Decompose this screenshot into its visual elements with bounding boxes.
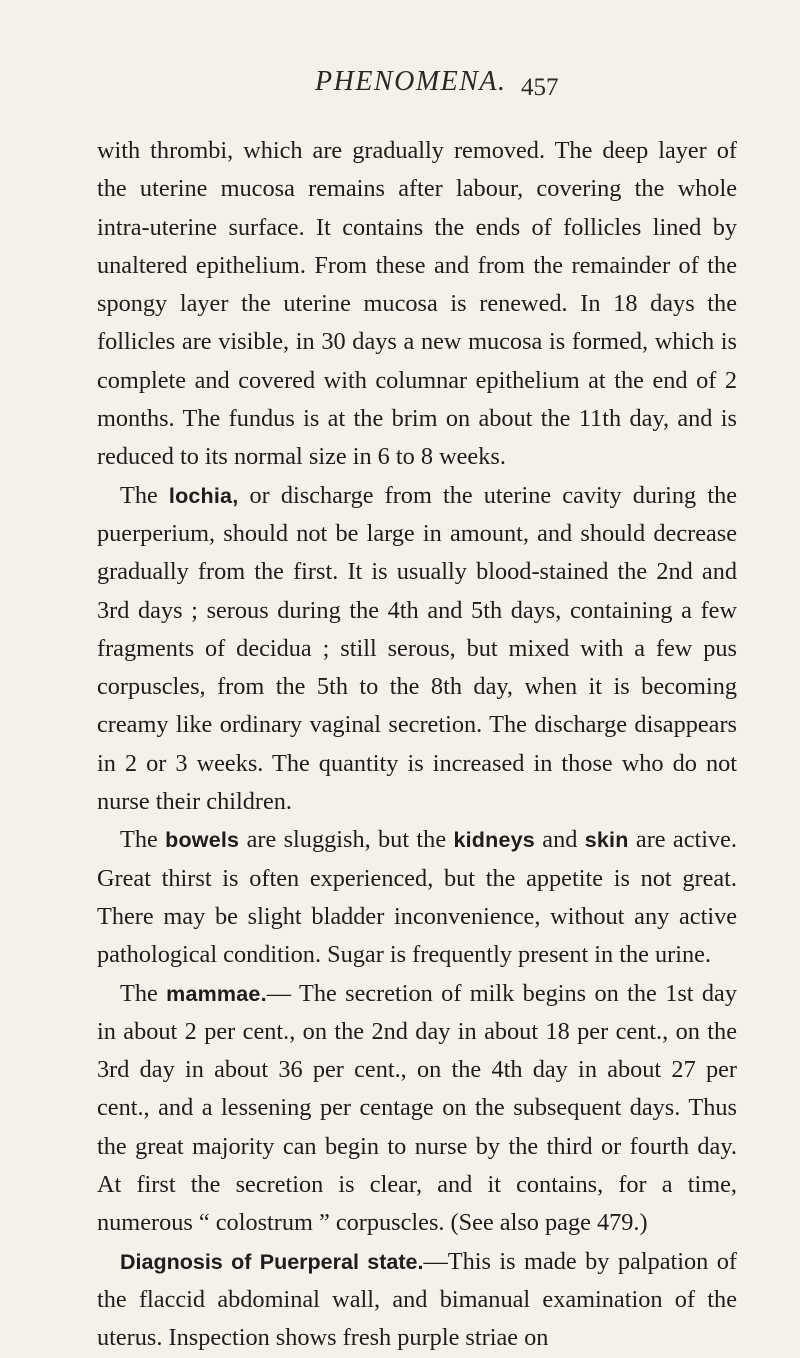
paragraph-connector: are sluggish, but the (239, 826, 454, 854)
term-kidneys: kidneys (453, 828, 535, 853)
paragraph-text: are active. Great thirst is often experienced, but the appetite is not great. There may be slight bladder inconvenience, without any active pathological condition. Sugar is frequently present in the urine. (97, 826, 738, 969)
paragraph-lead: The (120, 481, 169, 509)
term-bowels: bowels (165, 828, 240, 853)
running-header (0, 66, 800, 106)
page-number: 457 (521, 74, 559, 101)
paragraph-text: or discharge from the uterine cavity during the puerperium, should not be large in amount, and should decrease gradually from the first. It is usually blood-stained the 2nd and 3rd days ; serous during the 4th and 5th days, containing a few fragments of decidua ; still serous, but mixed with a few pus corpuscles, from the 5th to the 8th day, when it is becoming creamy like ordinary vaginal secretion. The discharge disappears in 2 or 3 weeks. The quantity is increased in those who do not nurse their children. (97, 481, 737, 816)
paragraph-text: —This is made by palpation of the flaccid abdominal wall, and bimanual examination of the uterus. Inspection shows fresh purple striae on (97, 1247, 737, 1352)
paragraph-lead: The (120, 979, 167, 1007)
running-title: PHENOMENA. (315, 66, 507, 97)
paragraph-diagnosis (97, 1243, 737, 1358)
term-skin: skin (584, 828, 629, 853)
paragraph-mammae (97, 975, 737, 1243)
paragraph-connector: and (534, 826, 585, 854)
section-heading-diagnosis: Diagnosis of Puerperal state. (120, 1249, 424, 1274)
paragraph-lead: The (120, 826, 166, 854)
term-mammae: mammae. (166, 981, 267, 1006)
body-text (97, 132, 737, 1358)
paragraph-uterine-mucosa (97, 132, 737, 477)
paragraph-text: — The secretion of milk begins on the 1st day in about 2 per cent., on the 2nd day in about 18 per cent., on the 3rd day in about 36 per cent., on the 4th day in about 27 per cent., and a lessening per centage on the subsequent days. Thus the great majority can begin to nurse by the third or fourth day. At first the secretion is clear, and it contains, for a time, numerous “ colostrum ” corpuscles. (See also page 479.) (97, 979, 737, 1237)
paragraph-text: with thrombi, which are gradually removed. The deep layer of the uterine mucosa remains after labour, covering the whole intra-uterine surface. It contains the ends of follicles lined by unaltered epithelium. From these and from the remainder of the spongy layer the uterine mucosa is renewed. In 18 days the follicles are visible, in 30 days a new mucosa is formed, which is complete and covered with columnar epithelium at the end of 2 months. The fundus is at the brim on about the 11th day, and is reduced to its normal size in 6 to 8 weeks. (97, 137, 737, 471)
term-lochia: lochia, (168, 483, 239, 508)
paragraph-bowels (97, 821, 737, 974)
paragraph-lochia (97, 477, 737, 822)
